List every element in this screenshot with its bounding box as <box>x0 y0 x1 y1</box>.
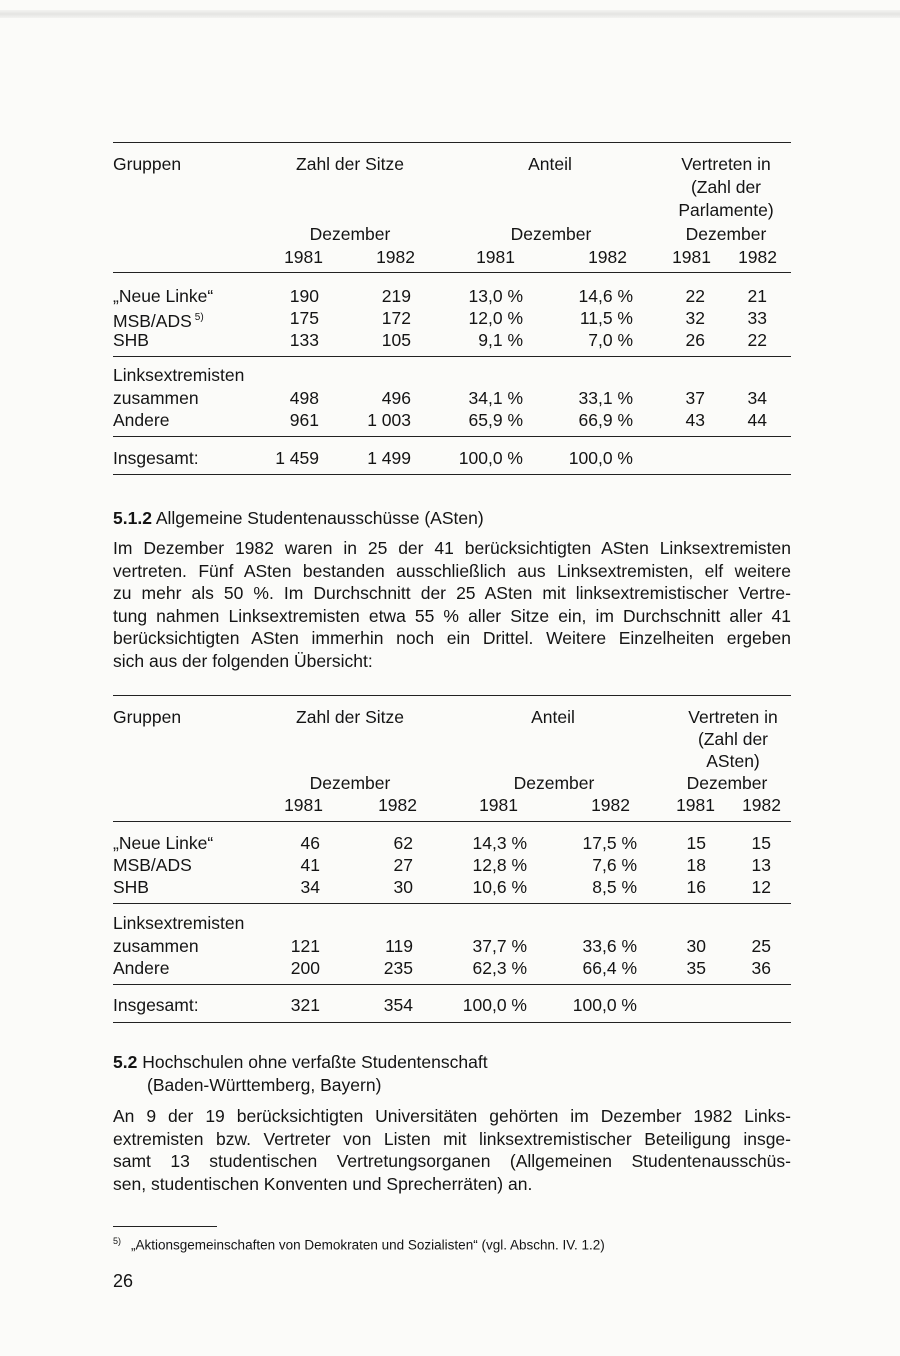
cell-anteil-1981: 100,0 % <box>462 995 527 1015</box>
cell-vertreten-1981: 30 <box>686 936 706 956</box>
header-vertreten: Vertreten in <box>681 154 771 174</box>
footnote-text: „Aktionsgemeinschaften von Demokraten und Sozialisten“ (vgl. Abschn. IV. 1.2) <box>131 1237 605 1253</box>
cell-sitze-1982: 219 <box>381 286 411 306</box>
header-gruppen: Gruppen <box>113 707 182 727</box>
table-asten <box>113 695 791 1025</box>
cell-vertreten-1982: 34 <box>747 388 767 408</box>
table-rule <box>113 356 791 357</box>
cell-sitze-1982: 172 <box>381 308 411 328</box>
table-rule <box>113 1022 791 1023</box>
cell-sitze-1981: 190 <box>289 286 319 306</box>
cell-vertreten-1981: 22 <box>685 286 705 306</box>
cell-vertreten-1981: 35 <box>686 958 706 978</box>
table-rule <box>113 142 791 143</box>
cell-sitze-1981: 175 <box>289 308 319 328</box>
cell-anteil-1981: 10,6 % <box>472 877 527 897</box>
header-vertreten: (Zahl der <box>690 177 762 197</box>
paragraph-line: sich aus der folgenden Übersicht: <box>113 650 373 671</box>
cell-anteil-1981: 62,3 % <box>472 958 527 978</box>
cell-anteil-1981: 12,8 % <box>472 855 527 875</box>
row-label: Andere <box>113 958 170 978</box>
header-vertreten: ASten) <box>706 751 760 771</box>
cell-vertreten-1982: 36 <box>751 958 771 978</box>
row-label: SHB <box>113 877 149 897</box>
row-label: „Neue Linke“ <box>113 286 214 306</box>
cell-anteil-1982: 14,6 % <box>578 286 633 306</box>
header-vertreten: Vertreten in <box>688 707 778 727</box>
table-rule <box>113 272 791 273</box>
cell-anteil-1982: 7,6 % <box>592 855 637 875</box>
cell-vertreten-1982: 15 <box>751 833 771 853</box>
header-year: 1981 <box>676 795 715 815</box>
cell-anteil-1982: 8,5 % <box>592 877 637 897</box>
row-label: zusammen <box>113 388 199 408</box>
cell-anteil-1981: 34,1 % <box>468 388 523 408</box>
cell-vertreten-1982: 21 <box>747 286 767 306</box>
header-year: 1981 <box>476 247 515 267</box>
cell-sitze-1981: 200 <box>290 958 320 978</box>
cell-vertreten-1981: 16 <box>686 877 706 897</box>
cell-vertreten-1982: 22 <box>747 330 767 350</box>
cell-anteil-1982: 17,5 % <box>582 833 637 853</box>
cell-sitze-1982: 62 <box>393 833 413 853</box>
section-number: 5.1.2 <box>113 508 152 528</box>
cell-sitze-1981: 133 <box>289 330 319 350</box>
cell-vertreten-1982: 12 <box>751 877 771 897</box>
paragraph-asten <box>113 537 791 673</box>
cell-sitze-1981: 34 <box>300 877 320 897</box>
cell-anteil-1981: 9,1 % <box>478 330 523 350</box>
header-year: 1982 <box>591 795 630 815</box>
paragraph-line: tung nahmen Linksextremisten etwa 55 % aller Sitze ein, im Durchschnitt aller 41 <box>113 605 791 626</box>
paragraph-line: berücksichtigten ASten immerhin noch ein Drittel. Weitere Einzelheiten ergeben <box>113 628 791 649</box>
header-zahl-der-sitze: Zahl der Sitze <box>296 707 404 727</box>
header-year: 1982 <box>378 795 417 815</box>
cell-anteil-1982: 66,9 % <box>578 410 633 430</box>
footnote-mark: 5) <box>113 1236 122 1246</box>
paragraph-line: samt 13 studentischen Vertretungsorganen (Allgemeinen Studentenausschüs- <box>113 1151 791 1172</box>
cell-anteil-1982: 11,5 % <box>579 308 633 328</box>
header-dezember: Dezember <box>510 224 592 244</box>
cell-anteil-1981: 65,9 % <box>468 410 523 430</box>
cell-vertreten-1982: 13 <box>751 855 771 875</box>
paragraph-hochschulen <box>113 1105 791 1195</box>
table-rule <box>113 436 791 437</box>
header-year: 1982 <box>742 795 781 815</box>
footnote <box>113 1232 605 1255</box>
section-heading-5-1-2 <box>113 507 791 529</box>
row-label-total: Insgesamt: <box>113 448 199 468</box>
cell-sitze-1982: 1 003 <box>367 410 411 430</box>
cell-sitze-1981: 121 <box>290 936 320 956</box>
section-title: Hochschulen ohne verfaßte Studentenschaft <box>142 1052 488 1072</box>
cell-sitze-1982: 105 <box>381 330 411 350</box>
table-rule <box>113 821 791 822</box>
header-vertreten: Parlamente) <box>678 200 774 220</box>
cell-anteil-1981: 12,0 % <box>468 308 523 328</box>
paragraph-line: Im Dezember 1982 waren in 25 der 41 berücksichtigten ASten Linksextremisten <box>113 538 791 558</box>
cell-anteil-1981: 14,3 % <box>472 833 527 853</box>
cell-sitze-1982: 1 499 <box>367 448 411 468</box>
footnote-rule <box>113 1226 217 1227</box>
row-label: zusammen <box>113 936 199 956</box>
section-title: Allgemeine Studentenausschüsse (ASten) <box>155 508 484 528</box>
cell-vertreten-1982: 33 <box>747 308 767 328</box>
cell-sitze-1982: 119 <box>385 936 413 956</box>
table-rule <box>113 695 791 696</box>
cell-sitze-1981: 1 459 <box>275 448 319 468</box>
header-dezember: Dezember <box>309 773 391 793</box>
cell-sitze-1982: 354 <box>383 995 413 1015</box>
row-label: MSB/ADS $^{5)}$ <box>113 310 204 331</box>
header-year: 1981 <box>284 247 323 267</box>
cell-vertreten-1981: 26 <box>685 330 705 350</box>
row-label: Linksextremisten <box>113 365 245 385</box>
cell-sitze-1982: 27 <box>393 855 413 875</box>
paragraph-line: zu mehr als 50 %. Im Durchschnitt der 25 ASten mit linksextremistischer Vertre- <box>113 583 791 604</box>
row-label: MSB/ADS <box>113 855 192 875</box>
header-anteil: Anteil <box>531 707 575 727</box>
table-rule <box>113 984 791 985</box>
cell-vertreten-1982: 25 <box>751 936 771 956</box>
paragraph-line: An 9 der 19 berücksichtigten Universitäten gehörten im Dezember 1982 Links- <box>113 1106 791 1126</box>
header-vertreten: (Zahl der <box>697 729 769 749</box>
table-rule <box>113 474 791 475</box>
cell-anteil-1982: 66,4 % <box>582 958 637 978</box>
cell-sitze-1982: 30 <box>393 877 413 897</box>
paragraph-line: extremisten bzw. Vertreter von Listen mit linksextremistischer Beteiligung insge- <box>113 1128 791 1149</box>
cell-vertreten-1981: 15 <box>686 833 706 853</box>
cell-anteil-1982: 33,1 % <box>578 388 633 408</box>
cell-anteil-1981: 100,0 % <box>458 448 523 468</box>
cell-sitze-1981: 41 <box>300 855 320 875</box>
cell-vertreten-1981: 37 <box>685 388 705 408</box>
row-label-total: Insgesamt: <box>113 995 199 1015</box>
row-label: „Neue Linke“ <box>113 833 214 853</box>
cell-anteil-1981: 13,0 % <box>468 286 523 306</box>
cell-vertreten-1982: 44 <box>747 410 767 430</box>
section-subtitle: (Baden-Württemberg, Bayern) <box>147 1075 382 1095</box>
paragraph-line: vertreten. Fünf ASten bestanden ausschließlich aus Linksextremisten, elf weitere <box>113 560 791 581</box>
cell-vertreten-1981: 18 <box>686 855 706 875</box>
row-label: Linksextremisten <box>113 913 245 933</box>
cell-sitze-1982: 235 <box>383 958 413 978</box>
table-parlamente <box>113 142 791 476</box>
cell-anteil-1982: 7,0 % <box>588 330 633 350</box>
header-dezember: Dezember <box>686 773 768 793</box>
header-anteil: Anteil <box>528 154 572 174</box>
cell-anteil-1981: 37,7 % <box>472 936 527 956</box>
cell-sitze-1981: 321 <box>290 995 320 1015</box>
cell-anteil-1982: 100,0 % <box>572 995 637 1015</box>
header-year: 1981 <box>672 247 711 267</box>
header-year: 1982 <box>376 247 415 267</box>
header-dezember: Dezember <box>685 224 767 244</box>
header-dezember: Dezember <box>309 224 391 244</box>
cell-vertreten-1981: 43 <box>685 410 705 430</box>
header-year: 1981 <box>479 795 518 815</box>
table-rule <box>113 903 791 904</box>
header-zahl-der-sitze: Zahl der Sitze <box>296 154 404 174</box>
page-number: 26 <box>113 1271 134 1291</box>
cell-sitze-1981: 498 <box>289 388 319 408</box>
header-year: 1981 <box>284 795 323 815</box>
cell-anteil-1982: 33,6 % <box>582 936 637 956</box>
header-dezember: Dezember <box>513 773 595 793</box>
header-year: 1982 <box>738 247 777 267</box>
header-year: 1982 <box>588 247 627 267</box>
header-gruppen: Gruppen <box>113 154 182 174</box>
row-label: SHB <box>113 330 149 350</box>
cell-sitze-1981: 46 <box>300 833 320 853</box>
paragraph-line: sen, studentischen Konventen und Sprecherräten) an. <box>113 1173 533 1194</box>
row-label: Andere <box>113 410 170 430</box>
section-heading-5-2 <box>113 1051 791 1073</box>
cell-vertreten-1981: 32 <box>685 308 705 328</box>
cell-sitze-1982: 496 <box>381 388 411 408</box>
section-number: 5.2 <box>113 1052 138 1072</box>
scan-edge <box>0 10 900 18</box>
cell-anteil-1982: 100,0 % <box>568 448 633 468</box>
cell-sitze-1981: 961 <box>289 410 319 430</box>
